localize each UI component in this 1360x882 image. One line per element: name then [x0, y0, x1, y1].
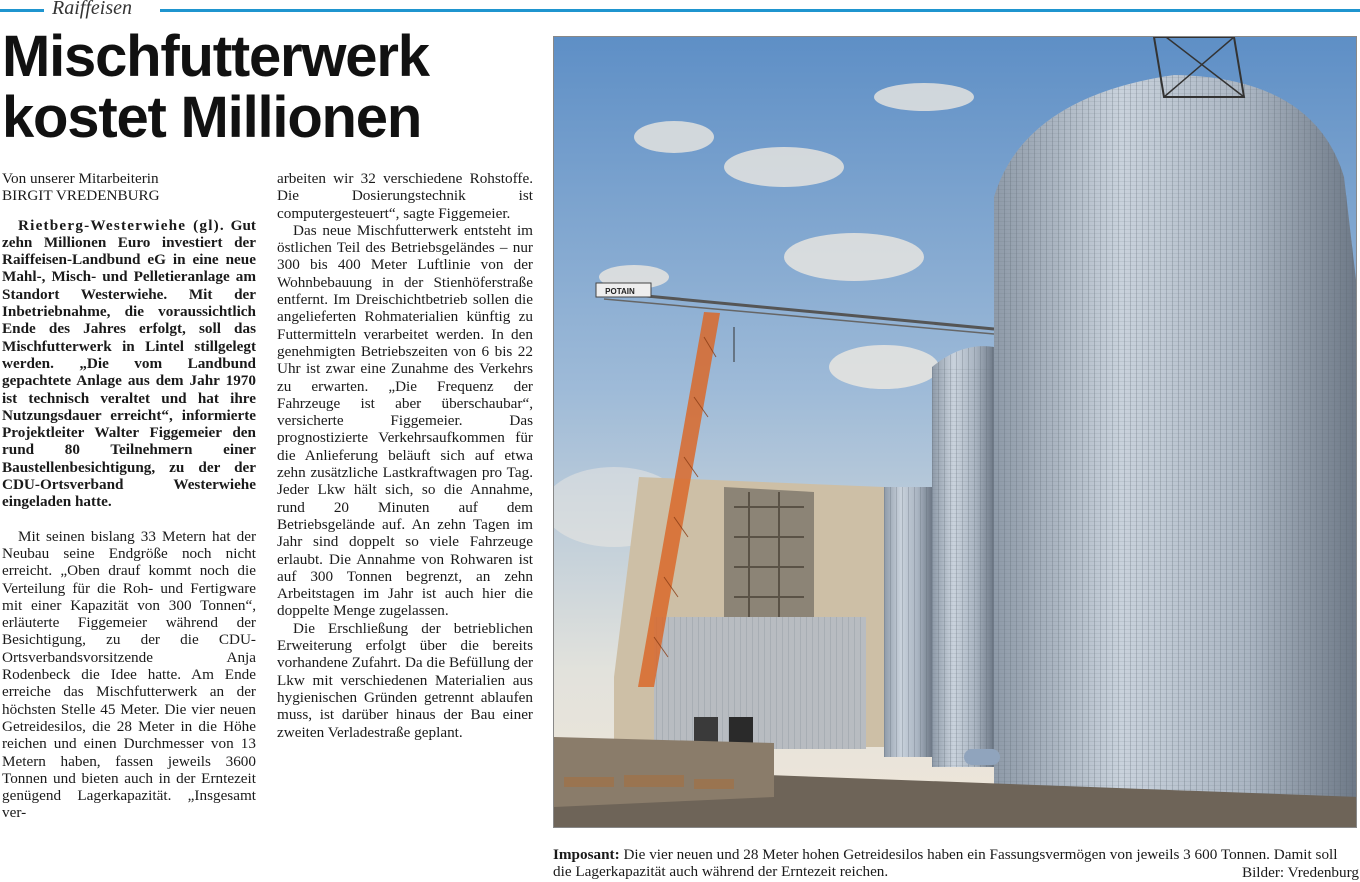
body-paragraph-4: Die Erschließung der betrieblichen Erweiterung erfolgt über die bereits vorhandene Zufahrt. Da die Befüllung der Lkw mit verschiedenen Materialien aus hygienischen Gründen getrennt ablaufen muss, ist darüber hinaus der Bau einer zweiten Verladestraße geplant.: [277, 619, 533, 741]
crane-brand-label: POTAIN: [605, 287, 635, 296]
body-paragraph-1: Mit seinen bislang 33 Metern hat der Neubau seine Endgröße noch nicht erreicht. „Oben drauf kommt noch die Verteilung für die Roh- und Fertigware mit einer Kapazität von 300 Tonnen“, erläuterte Figgemeier während der Besichtigung, zu der die CDU-Ortsverbandsvorsitzende Anja Rodenbeck die Idee hatte. Am Ende erreiche das Mischfutterwerk an der höchsten Stelle 45 Meter. Die vier neuen Getreidesilos, die 28 Meter in die Höhe reichen und einen Durchmesser von 13 Metern haben, fassen jeweils 3600 Tonnen und bieten auch in der Erntezeit genügend Lagerkapazität. „Insgesamt ver-: [2, 527, 256, 822]
caption-lead: Imposant:: [553, 846, 620, 863]
article-column-2: [277, 170, 533, 741]
rubric-bar: [0, 0, 1360, 22]
headline: [2, 26, 542, 148]
headline-line-1: Mischfutterwerk: [2, 24, 429, 89]
photo-caption: [553, 846, 1359, 881]
rubric-rule-right: [160, 9, 1360, 12]
article-photo: [553, 36, 1357, 828]
rubric-rule-left: [0, 9, 44, 12]
lead-text: Gut zehn Millionen Euro investiert der Raiffeisen-Landbund eG in eine neue Mahl-, Misch- und Pelletieranlage am Standort Westerwiehe. Mit der Inbetriebnahme, die voraussichtlich Ende des Jahres erfolgt, soll das Mischfutterwerk in Lintel stillgelegt werden. „Die vom Landbund gepachtete Anlage aus dem Jahr 1970 ist technisch veraltet und hat ihre Nutzungsdauer erreicht“, informierte Projektleiter Walter Figgemeier den rund 80 Teilnehmern einer Baustellenbesichtigung, zu der der CDU-Ortsverband Westerwiehe eingeladen hatte.: [2, 216, 256, 511]
silo-large: [994, 37, 1357, 817]
caption-text: Die vier neuen und 28 Meter hohen Getreidesilos haben ein Fassungsvermögen von jeweils 3 600 Tonnen. Damit soll die Lagerkapazität auch während der Erntezeit reichen.: [553, 846, 1338, 881]
article-column-1: [2, 170, 256, 822]
byline: [2, 170, 256, 205]
headline-line-2: kostet Millionen: [2, 85, 422, 150]
byline-intro: Von unserer Mitarbeiterin: [2, 170, 159, 187]
byline-author: BIRGIT VREDENBURG: [2, 187, 160, 205]
photo-credit: Bilder: Vredenburg: [1241, 864, 1359, 881]
body-paragraph-3: Das neue Mischfutterwerk entsteht im östlichen Teil des Betriebsgeländes – nur 300 bis 400 Meter Luftlinie von der Wohnbebauung in der Stienhöferstraße entfernt. Im Dreischichtbetrieb sollen die angelieferten Rohmaterialien künftig zu Futtermitteln verarbeitet werden. In den genehmigten Betriebszeiten von 6 bis 22 Uhr ist zwar eine Zunahme des Verkehrs zu erwarten. „Die Frequenz der Fahrzeuge ist aber überschaubar“, versicherte Figgemeier. Das prognostizierte Verkehrsaufkommen für die Anlieferung beläuft sich auf etwa zehn zusätzliche Lastkraftwagen pro Tag. Jeder Lkw hält sich, so die Annahme, rund 20 Minuten auf dem Betriebsgelände auf. An zehn Tagen im Jahr sind doppelt so viele Fahrzeuge erlaubt. Die Annahme von Rohwaren ist auf 300 Tonnen begrenzt, an zehn Arbeitstagen im Jahr ist auch hier die doppelte Menge zugelassen.: [277, 221, 533, 620]
lead-paragraph: [2, 217, 256, 511]
photo-silos-construction: [554, 37, 1357, 828]
dateline: Rietberg-Westerwiehe (gl).: [18, 216, 225, 234]
body-paragraph-2: arbeiten wir 32 verschiedene Rohstoffe. Die Dosierungstechnik ist computergesteuert“, sagte Figgemeier.: [277, 170, 533, 222]
rubric-label: Raiffeisen: [52, 0, 132, 19]
